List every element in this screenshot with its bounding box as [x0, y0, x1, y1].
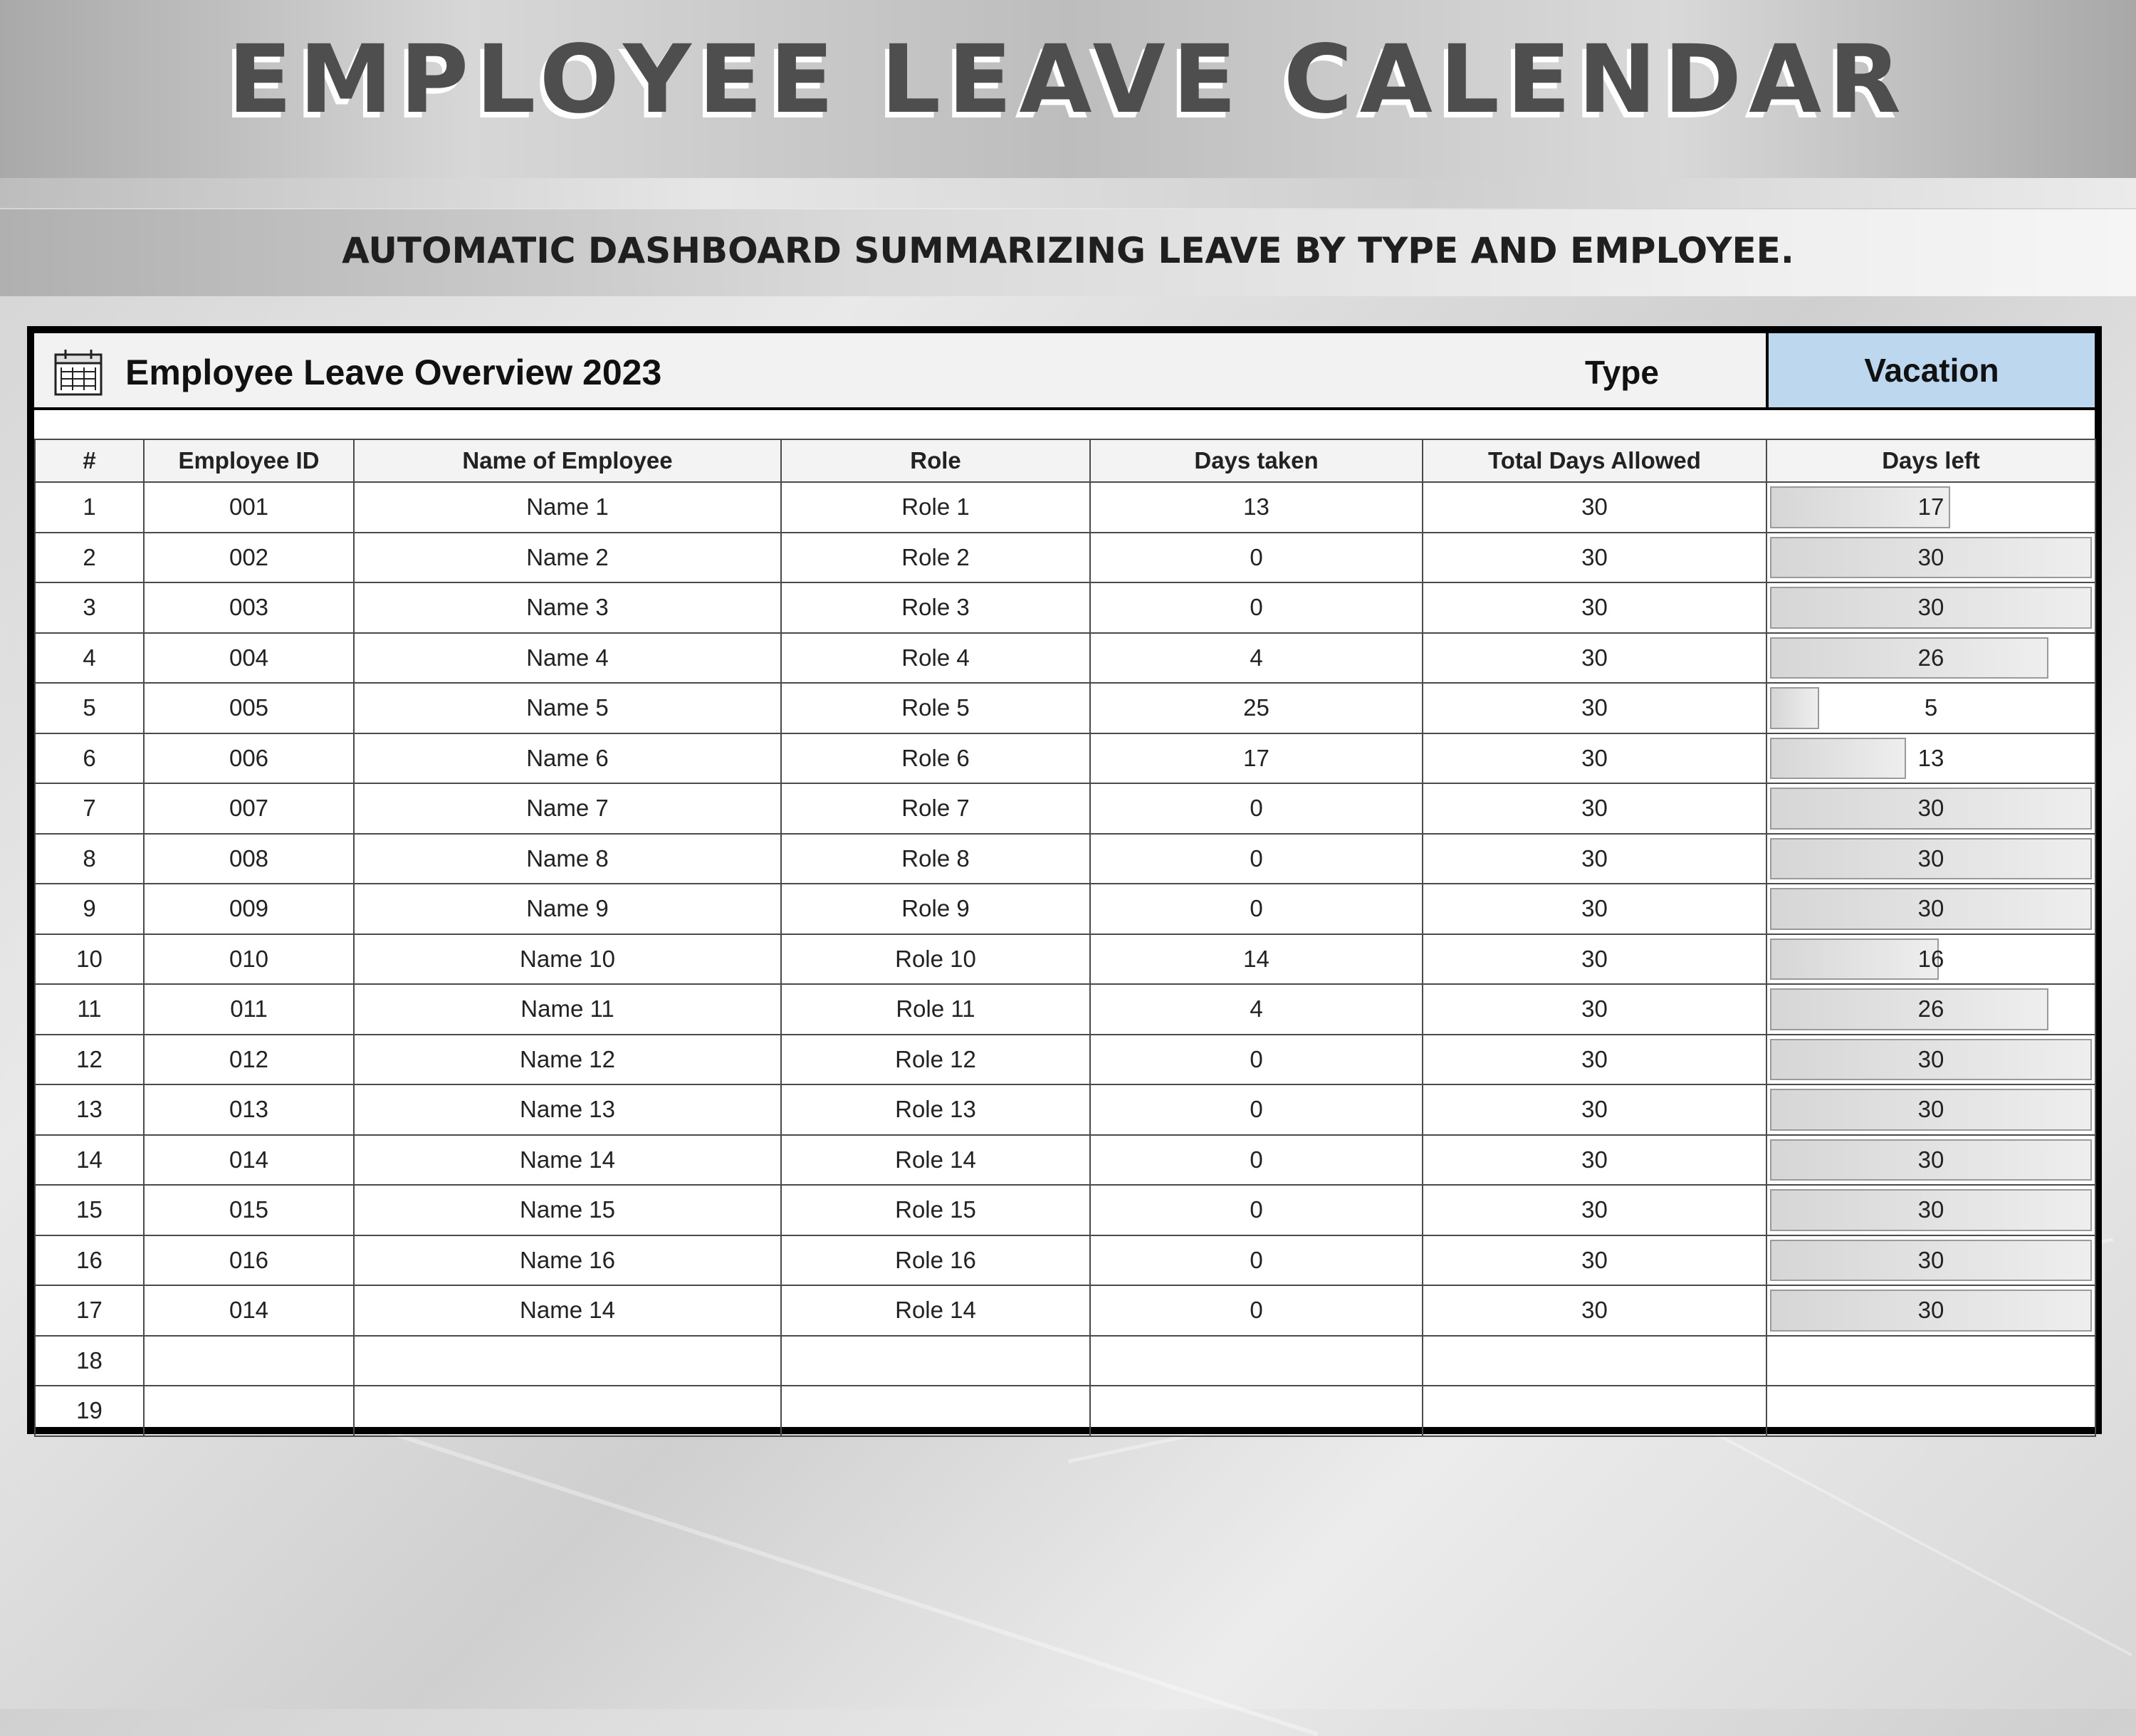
days-left-value: 26	[1917, 995, 1944, 1023]
cell-total-days[interactable]	[1423, 1336, 1766, 1386]
cell-total-days[interactable]: 30	[1423, 783, 1766, 834]
table-row	[35, 482, 2095, 533]
cell-days-left[interactable]	[1766, 884, 2095, 934]
cell-days-taken[interactable]: 14	[1090, 934, 1423, 985]
cell-total-days[interactable]: 30	[1423, 1185, 1766, 1235]
cell-total-days[interactable]: 30	[1423, 482, 1766, 533]
cell-employee-id[interactable]: 004	[144, 633, 354, 684]
days-left-bar	[1770, 687, 1819, 729]
cell-number[interactable]: 18	[35, 1336, 144, 1386]
cell-employee-name[interactable]: Name 5	[354, 683, 781, 733]
cell-number[interactable]: 19	[35, 1386, 144, 1436]
cell-days-left[interactable]	[1766, 1035, 2095, 1085]
cell-days-taken[interactable]: 0	[1090, 1035, 1423, 1085]
cell-employee-id[interactable]: 003	[144, 582, 354, 633]
cell-days-left[interactable]	[1766, 1084, 2095, 1135]
leave-type-selector[interactable]: Vacation	[1766, 333, 2095, 407]
overview-header	[34, 333, 2095, 410]
cell-number[interactable]: 5	[35, 683, 144, 733]
cell-number[interactable]: 7	[35, 783, 144, 834]
cell-role[interactable]: Role 10	[781, 934, 1090, 985]
days-left-value: 13	[1917, 744, 1944, 771]
table-row	[35, 1185, 2095, 1235]
days-left-value: 16	[1917, 945, 1944, 972]
table-row	[35, 1386, 2095, 1436]
days-left-value: 5	[1924, 694, 1938, 721]
cell-employee-id[interactable]	[144, 1336, 354, 1386]
cell-role[interactable]: Role 15	[781, 1185, 1090, 1235]
days-left-value: 30	[1917, 1297, 1944, 1324]
cell-days-taken[interactable]: 0	[1090, 1135, 1423, 1186]
cell-employee-name[interactable]: Name 4	[354, 633, 781, 684]
cell-days-taken[interactable]: 0	[1090, 1084, 1423, 1135]
days-left-value: 30	[1917, 1146, 1944, 1173]
table-row	[35, 1035, 2095, 1085]
cell-number[interactable]: 13	[35, 1084, 144, 1135]
page-subtitle: AUTOMATIC DASHBOARD SUMMARIZING LEAVE BY TYPE AND EMPLOYEE.	[342, 230, 1794, 271]
cell-number[interactable]: 4	[35, 633, 144, 684]
cell-employee-id[interactable]: 013	[144, 1084, 354, 1135]
cell-total-days[interactable]: 30	[1423, 1035, 1766, 1085]
table-row	[35, 1135, 2095, 1186]
cell-employee-name[interactable]: Name 13	[354, 1084, 781, 1135]
table-row	[35, 1084, 2095, 1135]
cell-role[interactable]: Role 11	[781, 984, 1090, 1035]
cell-total-days[interactable]: 30	[1423, 1084, 1766, 1135]
leave-table	[34, 439, 2096, 1437]
cell-employee-name[interactable]: Name 8	[354, 834, 781, 884]
days-left-bar	[1770, 738, 1906, 780]
cell-employee-name[interactable]: Name 14	[354, 1135, 781, 1186]
cell-employee-name[interactable]: Name 3	[354, 582, 781, 633]
cell-total-days[interactable]: 30	[1423, 934, 1766, 985]
cell-days-left[interactable]	[1766, 683, 2095, 733]
cell-total-days[interactable]: 30	[1423, 1285, 1766, 1336]
header-col-days-left: Days left	[1766, 439, 2095, 482]
cell-total-days[interactable]	[1423, 1386, 1766, 1436]
leave-overview-panel	[27, 326, 2102, 1434]
table-row	[35, 1235, 2095, 1286]
cell-days-left[interactable]	[1766, 984, 2095, 1035]
cell-role[interactable]: Role 7	[781, 783, 1090, 834]
cell-total-days[interactable]: 30	[1423, 1135, 1766, 1186]
cell-role[interactable]: Role 16	[781, 1235, 1090, 1286]
days-left-value: 30	[1917, 895, 1944, 922]
cell-days-taken[interactable]: 0	[1090, 1285, 1423, 1336]
cell-days-taken[interactable]: 4	[1090, 984, 1423, 1035]
cell-role[interactable]: Role 12	[781, 1035, 1090, 1085]
days-left-bar	[1770, 938, 1939, 981]
cell-role[interactable]: Role 14	[781, 1285, 1090, 1336]
cell-days-left[interactable]	[1766, 1235, 2095, 1286]
cell-number[interactable]: 1	[35, 482, 144, 533]
cell-number[interactable]: 3	[35, 582, 144, 633]
cell-number[interactable]: 2	[35, 533, 144, 583]
cell-days-taken[interactable]: 4	[1090, 633, 1423, 684]
cell-employee-name[interactable]: Name 15	[354, 1185, 781, 1235]
days-left-value: 30	[1917, 1045, 1944, 1072]
cell-total-days[interactable]: 30	[1423, 582, 1766, 633]
days-left-value: 30	[1917, 795, 1944, 822]
cell-role[interactable]: Role 13	[781, 1084, 1090, 1135]
cell-days-taken[interactable]: 0	[1090, 1235, 1423, 1286]
cell-employee-name[interactable]: Name 1	[354, 482, 781, 533]
cell-days-taken[interactable]: 13	[1090, 482, 1423, 533]
cell-role[interactable]: Role 6	[781, 733, 1090, 784]
table-row	[35, 683, 2095, 733]
cell-employee-name[interactable]: Name 12	[354, 1035, 781, 1085]
table-row	[35, 582, 2095, 633]
cell-days-taken[interactable]	[1090, 1386, 1423, 1436]
cell-days-left[interactable]	[1766, 1185, 2095, 1235]
cell-employee-id[interactable]: 011	[144, 984, 354, 1035]
cell-days-taken[interactable]	[1090, 1336, 1423, 1386]
table-row	[35, 1285, 2095, 1336]
cell-role[interactable]: Role 8	[781, 834, 1090, 884]
table-row	[35, 1336, 2095, 1386]
cell-days-left[interactable]	[1766, 1336, 2095, 1386]
cell-days-left[interactable]	[1766, 733, 2095, 784]
header-col-employee-id: Employee ID	[144, 439, 354, 482]
background-streak	[369, 1424, 1318, 1736]
days-left-value: 30	[1917, 543, 1944, 570]
table-row	[35, 834, 2095, 884]
cell-total-days[interactable]: 30	[1423, 1235, 1766, 1286]
cell-days-taken[interactable]: 0	[1090, 834, 1423, 884]
days-left-value: 30	[1917, 1196, 1944, 1223]
cell-employee-id[interactable]: 007	[144, 783, 354, 834]
cell-days-taken[interactable]: 0	[1090, 783, 1423, 834]
header-col-number: #	[35, 439, 144, 482]
cell-number[interactable]: 17	[35, 1285, 144, 1336]
cell-employee-id[interactable]: 014	[144, 1285, 354, 1336]
cell-employee-id[interactable]: 002	[144, 533, 354, 583]
cell-days-left[interactable]	[1766, 834, 2095, 884]
cell-days-left[interactable]	[1766, 934, 2095, 985]
type-label: Type	[1585, 354, 1659, 391]
cell-days-left[interactable]	[1766, 533, 2095, 583]
table-row	[35, 633, 2095, 684]
table-header-row	[35, 439, 2095, 482]
cell-number[interactable]: 9	[35, 884, 144, 934]
cell-days-left[interactable]	[1766, 1386, 2095, 1436]
cell-employee-id[interactable]: 008	[144, 834, 354, 884]
cell-employee-id[interactable]: 014	[144, 1135, 354, 1186]
cell-number[interactable]: 12	[35, 1035, 144, 1085]
table-row	[35, 533, 2095, 583]
days-left-bar	[1770, 637, 2048, 679]
cell-employee-name[interactable]: Name 11	[354, 984, 781, 1035]
days-left-value: 30	[1917, 594, 1944, 621]
cell-employee-name[interactable]: Name 7	[354, 783, 781, 834]
cell-employee-name[interactable]: Name 6	[354, 733, 781, 784]
cell-role[interactable]: Role 2	[781, 533, 1090, 583]
cell-total-days[interactable]: 30	[1423, 683, 1766, 733]
table-row	[35, 733, 2095, 784]
cell-role[interactable]: Role 4	[781, 633, 1090, 684]
cell-role[interactable]	[781, 1336, 1090, 1386]
cell-days-taken[interactable]: 25	[1090, 683, 1423, 733]
cell-role[interactable]: Role 3	[781, 582, 1090, 633]
cell-employee-id[interactable]: 015	[144, 1185, 354, 1235]
cell-number[interactable]: 14	[35, 1135, 144, 1186]
cell-employee-name[interactable]	[354, 1386, 781, 1436]
cell-role[interactable]	[781, 1386, 1090, 1436]
days-left-value: 30	[1917, 845, 1944, 872]
cell-days-left[interactable]	[1766, 633, 2095, 684]
header-col-employee-name: Name of Employee	[354, 439, 781, 482]
overview-title: Employee Leave Overview 2023	[125, 352, 662, 392]
cell-employee-name[interactable]: Name 2	[354, 533, 781, 583]
header-col-role: Role	[781, 439, 1090, 482]
cell-total-days[interactable]: 30	[1423, 733, 1766, 784]
table-row	[35, 884, 2095, 934]
cell-employee-id[interactable]: 005	[144, 683, 354, 733]
cell-days-left[interactable]	[1766, 1135, 2095, 1186]
cell-employee-name[interactable]: Name 10	[354, 934, 781, 985]
cell-days-taken[interactable]: 17	[1090, 733, 1423, 784]
cell-days-taken[interactable]: 0	[1090, 582, 1423, 633]
cell-total-days[interactable]: 30	[1423, 984, 1766, 1035]
cell-employee-id[interactable]: 009	[144, 884, 354, 934]
cell-number[interactable]: 8	[35, 834, 144, 884]
days-left-value: 30	[1917, 1246, 1944, 1273]
cell-number[interactable]: 6	[35, 733, 144, 784]
table-row	[35, 783, 2095, 834]
cell-days-left[interactable]	[1766, 482, 2095, 533]
banner-strip	[0, 178, 2136, 208]
days-left-value: 30	[1917, 1096, 1944, 1123]
cell-role[interactable]: Role 5	[781, 683, 1090, 733]
cell-number[interactable]: 11	[35, 984, 144, 1035]
cell-employee-name[interactable]: Name 16	[354, 1235, 781, 1286]
cell-total-days[interactable]: 30	[1423, 834, 1766, 884]
cell-total-days[interactable]: 30	[1423, 633, 1766, 684]
table-row	[35, 934, 2095, 985]
cell-employee-id[interactable]	[144, 1386, 354, 1436]
cell-days-left[interactable]	[1766, 582, 2095, 633]
cell-role[interactable]: Role 9	[781, 884, 1090, 934]
cell-employee-id[interactable]: 001	[144, 482, 354, 533]
cell-employee-name[interactable]: Name 9	[354, 884, 781, 934]
cell-number[interactable]: 16	[35, 1235, 144, 1286]
cell-employee-id[interactable]: 012	[144, 1035, 354, 1085]
cell-employee-name[interactable]	[354, 1336, 781, 1386]
page-title: EMPLOYEE LEAVE CALENDAR	[228, 25, 1908, 135]
calendar-icon	[53, 347, 104, 397]
header-col-days-taken: Days taken	[1090, 439, 1423, 482]
cell-role[interactable]: Role 1	[781, 482, 1090, 533]
cell-days-left[interactable]	[1766, 783, 2095, 834]
cell-employee-id[interactable]: 010	[144, 934, 354, 985]
cell-total-days[interactable]: 30	[1423, 884, 1766, 934]
days-left-value: 17	[1917, 493, 1944, 521]
days-left-bar	[1770, 988, 2048, 1030]
cell-number[interactable]: 10	[35, 934, 144, 985]
cell-days-taken[interactable]: 0	[1090, 884, 1423, 934]
cell-number[interactable]: 15	[35, 1185, 144, 1235]
header-col-total-days: Total Days Allowed	[1423, 439, 1766, 482]
cell-role[interactable]: Role 14	[781, 1135, 1090, 1186]
cell-employee-id[interactable]: 006	[144, 733, 354, 784]
table-row	[35, 984, 2095, 1035]
cell-total-days[interactable]: 30	[1423, 533, 1766, 583]
cell-days-taken[interactable]: 0	[1090, 533, 1423, 583]
cell-employee-id[interactable]: 016	[144, 1235, 354, 1286]
cell-days-left[interactable]	[1766, 1285, 2095, 1336]
cell-days-taken[interactable]: 0	[1090, 1185, 1423, 1235]
cell-employee-name[interactable]: Name 14	[354, 1285, 781, 1336]
days-left-value: 26	[1917, 644, 1944, 671]
